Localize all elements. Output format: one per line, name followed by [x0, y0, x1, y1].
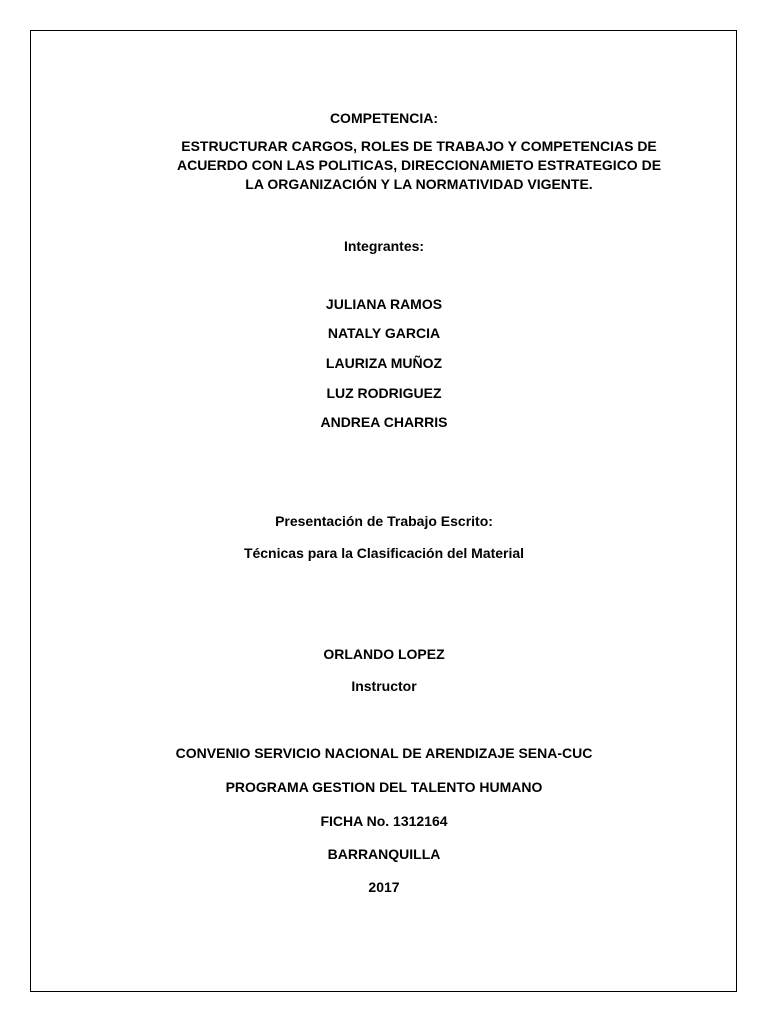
competencia-line: ACUERDO CON LAS POLITICAS, DIRECCIONAMIETO ESTRATEGICO DE — [176, 157, 662, 173]
presentacion-topic: Técnicas para la Clasificación del Material — [243, 545, 525, 561]
member-name: ANDREA CHARRIS — [320, 414, 448, 430]
city-text: BARRANQUILLA — [327, 846, 441, 862]
ficha-text: FICHA No. 1312164 — [320, 813, 448, 829]
member-name: JULIANA RAMOS — [325, 296, 443, 312]
competencia-description — [130, 137, 708, 194]
year-text: 2017 — [368, 879, 400, 895]
competencia-line: ESTRUCTURAR CARGOS, ROLES DE TRABAJO Y COMPETENCIAS DE — [181, 138, 657, 154]
presentacion-heading: Presentación de Trabajo Escrito: — [275, 513, 493, 529]
competencia-heading: COMPETENCIA: — [329, 110, 439, 126]
member-name: NATALY GARCIA — [327, 325, 441, 341]
integrantes-heading: Integrantes: — [343, 238, 425, 254]
member-name: LUZ RODRIGUEZ — [326, 385, 442, 401]
convenio-text: CONVENIO SERVICIO NACIONAL DE ARENDIZAJE SENA-CUC — [175, 745, 593, 761]
competencia-line: LA ORGANIZACIÓN Y LA NORMATIVIDAD VIGENTE. — [245, 176, 593, 192]
programa-text: PROGRAMA GESTION DEL TALENTO HUMANO — [225, 779, 543, 795]
instructor-name: ORLANDO LOPEZ — [323, 646, 445, 662]
instructor-role: Instructor — [351, 678, 417, 694]
member-name: LAURIZA MUÑOZ — [325, 355, 443, 371]
